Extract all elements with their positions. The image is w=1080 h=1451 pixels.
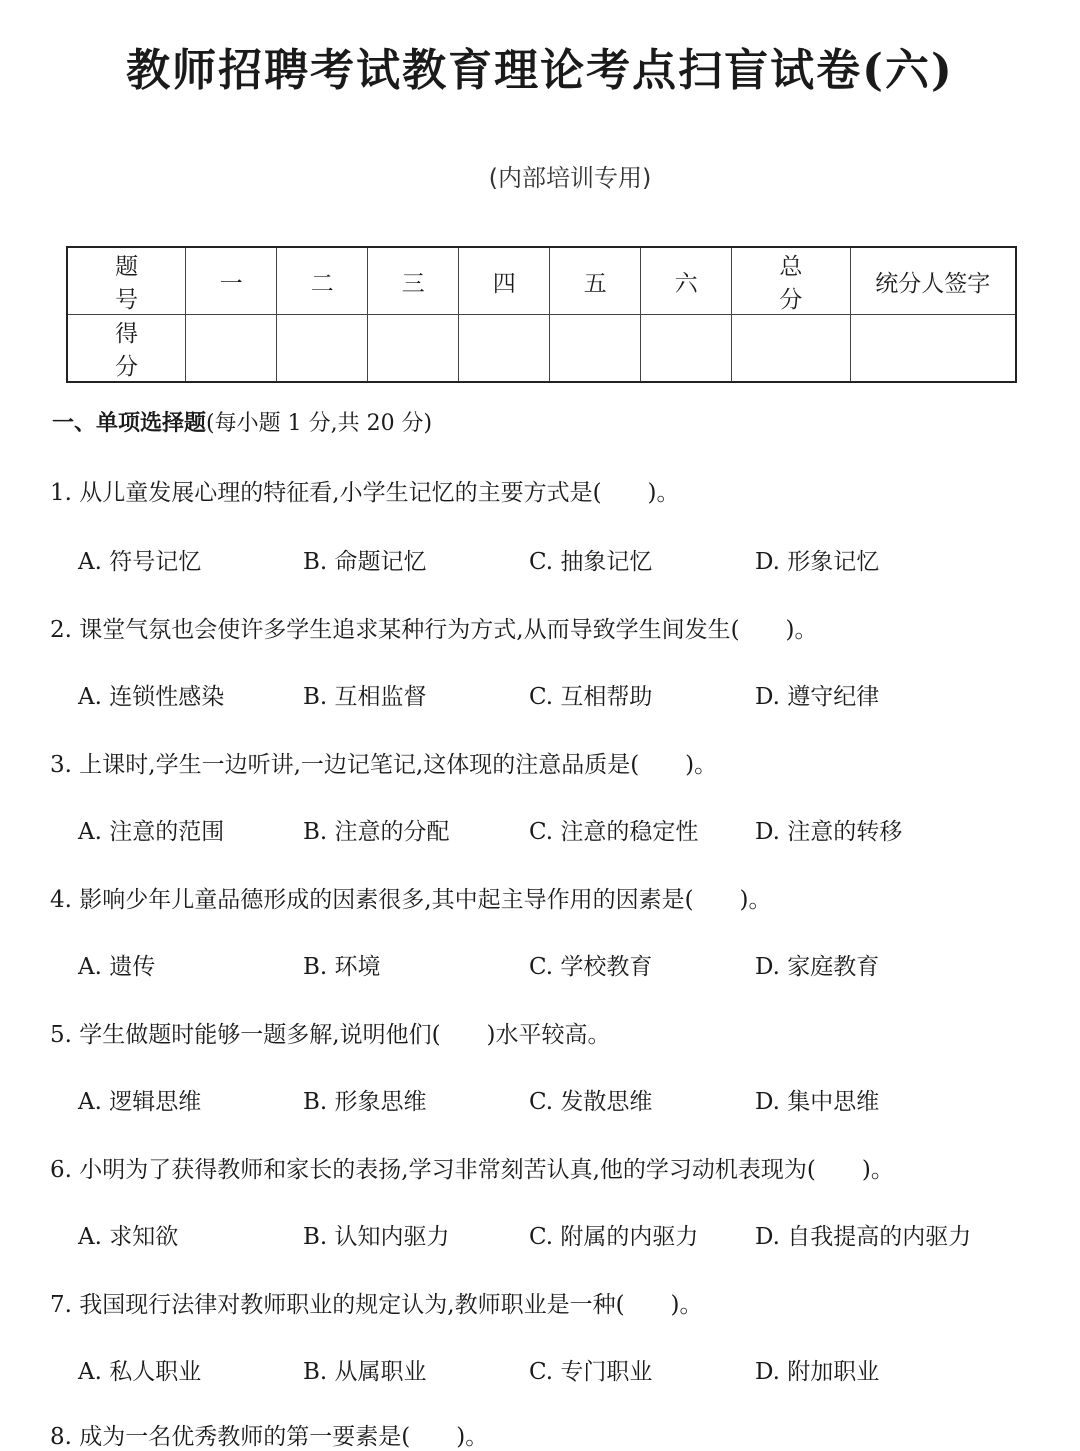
- score-table-score-row: [67, 315, 1016, 383]
- score-cell-signer[interactable]: [850, 315, 1016, 383]
- score-table: [66, 246, 1017, 383]
- question-1-option-a[interactable]: A. 符号记忆: [78, 549, 202, 575]
- score-cell-6[interactable]: [641, 315, 732, 383]
- question-6-option-c[interactable]: C. 附属的内驱力: [529, 1224, 699, 1250]
- question-3: 3. 上课时,学生一边听讲,一边记笔记,这体现的注意品质是( )。: [50, 752, 718, 778]
- question-3-option-d[interactable]: D. 注意的转移: [755, 819, 903, 845]
- exam-title: 教师招聘考试教育理论考点扫盲试卷(六): [126, 45, 954, 96]
- question-1: 1. 从儿童发展心理的特征看,小学生记忆的主要方式是( )。: [50, 480, 680, 506]
- score-table-header-row: [67, 247, 1016, 315]
- total-label-cell: 总 分: [732, 247, 850, 315]
- question-6: 6. 小明为了获得教师和家长的表扬,学习非常刻苦认真,他的学习动机表现为( )。: [50, 1157, 894, 1183]
- column-5-cell: 五: [550, 247, 641, 315]
- question-8: 8. 成为一名优秀教师的第一要素是( )。: [50, 1424, 489, 1450]
- section-title: 一、单项选择题: [52, 410, 207, 436]
- question-4-option-a[interactable]: A. 遗传: [78, 954, 156, 980]
- score-cell-1[interactable]: [186, 315, 277, 383]
- question-2: 2. 课堂气氛也会使许多学生追求某种行为方式,从而导致学生间发生( )。: [50, 617, 818, 643]
- column-4-cell: 四: [459, 247, 550, 315]
- question-6-option-d[interactable]: D. 自我提高的内驱力: [755, 1224, 972, 1250]
- question-2-option-c[interactable]: C. 互相帮助: [529, 684, 653, 710]
- column-3-cell: 三: [368, 247, 459, 315]
- score-label-cell: 得 分: [67, 315, 186, 383]
- question-2-option-b[interactable]: B. 互相监督: [303, 684, 427, 710]
- section-heading: [52, 406, 432, 437]
- score-cell-2[interactable]: [277, 315, 368, 383]
- question-7-option-a[interactable]: A. 私人职业: [78, 1359, 202, 1385]
- score-cell-5[interactable]: [550, 315, 641, 383]
- question-7: 7. 我国现行法律对教师职业的规定认为,教师职业是一种( )。: [50, 1292, 703, 1318]
- column-6-cell: 六: [641, 247, 732, 315]
- question-1-option-c[interactable]: C. 抽象记忆: [529, 549, 653, 575]
- header-label-cell: 题 号: [67, 247, 186, 315]
- question-7-option-d[interactable]: D. 附加职业: [755, 1359, 880, 1385]
- question-2-option-a[interactable]: A. 连锁性感染: [78, 684, 225, 710]
- question-5-option-c[interactable]: C. 发散思维: [529, 1089, 653, 1115]
- question-4-option-b[interactable]: B. 环境: [303, 954, 381, 980]
- score-cell-3[interactable]: [368, 315, 459, 383]
- question-3-option-a[interactable]: A. 注意的范围: [78, 819, 225, 845]
- question-6-option-a[interactable]: A. 求知欲: [78, 1224, 179, 1250]
- question-1-option-b[interactable]: B. 命题记忆: [303, 549, 427, 575]
- question-5-option-d[interactable]: D. 集中思维: [755, 1089, 880, 1115]
- score-cell-total[interactable]: [732, 315, 850, 383]
- question-2-option-d[interactable]: D. 遵守纪律: [755, 684, 880, 710]
- question-4-option-d[interactable]: D. 家庭教育: [755, 954, 880, 980]
- question-5-option-b[interactable]: B. 形象思维: [303, 1089, 427, 1115]
- exam-subtitle: (内部培训专用): [488, 164, 652, 192]
- question-7-option-b[interactable]: B. 从属职业: [303, 1359, 427, 1385]
- question-5-option-a[interactable]: A. 逻辑思维: [78, 1089, 202, 1115]
- question-4: 4. 影响少年儿童品德形成的因素很多,其中起主导作用的因素是( )。: [50, 887, 772, 913]
- question-3-option-c[interactable]: C. 注意的稳定性: [529, 819, 699, 845]
- column-2-cell: 二: [277, 247, 368, 315]
- signer-label-cell: 统分人签字: [850, 247, 1016, 315]
- question-4-option-c[interactable]: C. 学校教育: [529, 954, 653, 980]
- question-1-option-d[interactable]: D. 形象记忆: [755, 549, 880, 575]
- section-note: (每小题 1 分,共 20 分): [206, 411, 433, 436]
- question-3-option-b[interactable]: B. 注意的分配: [303, 819, 450, 845]
- question-5: 5. 学生做题时能够一题多解,说明他们( )水平较高。: [50, 1022, 611, 1048]
- question-7-option-c[interactable]: C. 专门职业: [529, 1359, 653, 1385]
- column-1-cell: 一: [186, 247, 277, 315]
- score-cell-4[interactable]: [459, 315, 550, 383]
- question-6-option-b[interactable]: B. 认知内驱力: [303, 1224, 450, 1250]
